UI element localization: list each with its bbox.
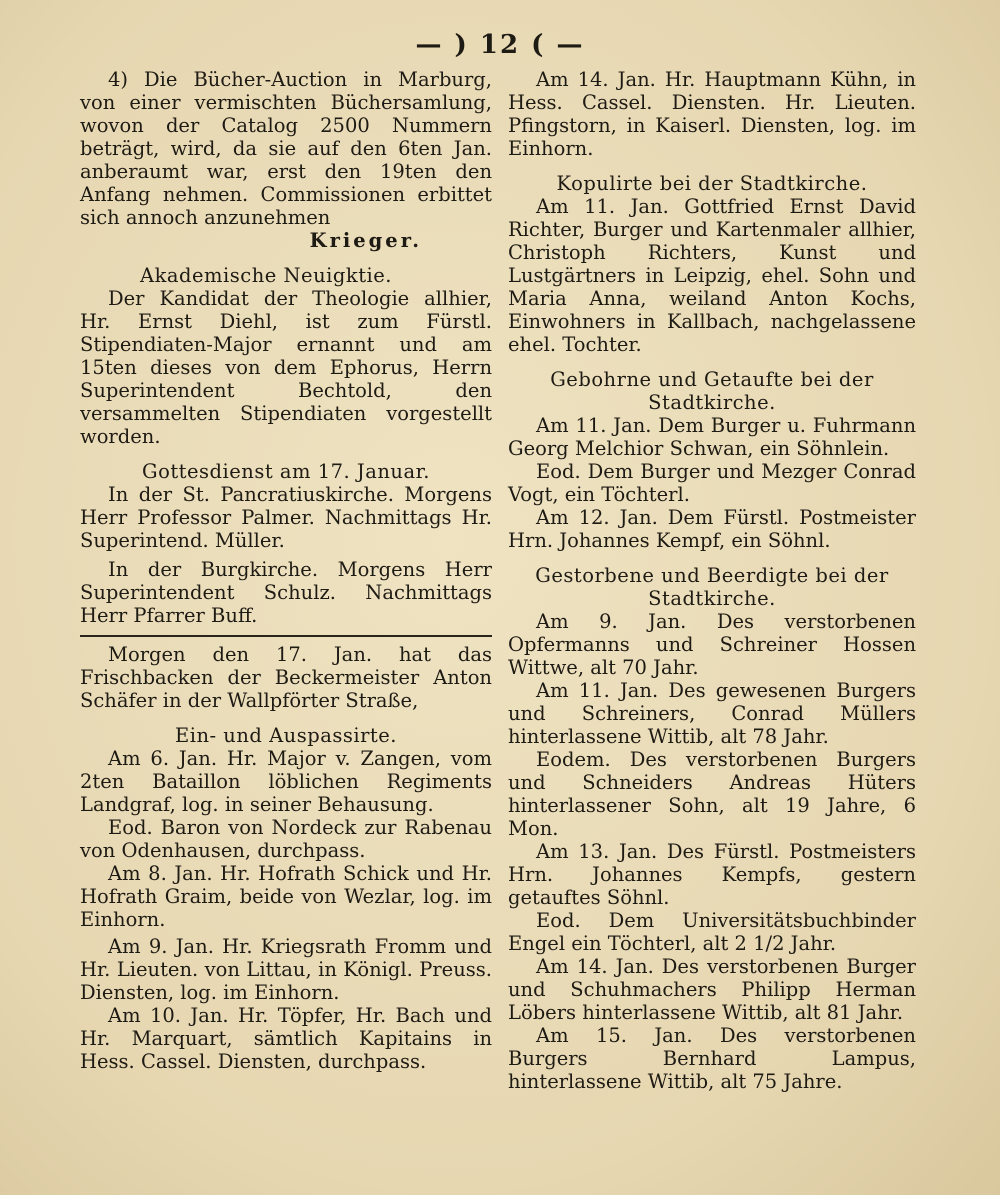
travel-entry: Am 9. Jan. Hr. Kriegsrath Fromm und Hr. Lieuten. von Littau, in Königl. Preuss. Diensten, log. im Einhorn. xyxy=(80,935,492,1004)
deceased-heading: Gestorbene und Beerdigte bei der Stadtkirche. xyxy=(535,564,889,610)
deceased-entry: Am 14. Jan. Des verstorbenen Burger und Schuhmachers Philipp Herman Löbers hinterlassene Wittib, alt 81 Jahr. xyxy=(508,955,916,1024)
deceased-entry: Am 11. Jan. Des gewesenen Burgers und Schreiners, Conrad Müllers hinterlassene Wittib, alt 78 Jahr. xyxy=(508,679,916,748)
married-entry: Am 11. Jan. Gottfried Ernst David Richter, Burger und Kartenmaler allhier, Christoph Richters, Kunst und Lustgärtners in Leipzig, ehel. Sohn und Maria Anna, weiland Anton Kochs, Einwohners in Kallbach, nachgelassene ehel. Tochter. xyxy=(508,195,916,356)
divider xyxy=(80,635,492,637)
auction-notice: 4) Die Bücher-Auction in Marburg, von einer vermischten Büchersamlung, wovon der Catalog 2500 Nummern beträgt, wird, da sie auf den 6ten Jan. anberaumt war, erst den 19ten den Anfang nehmen. Commissionen erbittet sich annoch anzunehmen xyxy=(80,68,492,229)
travel-entry: Am 8. Jan. Hr. Hofrath Schick und Hr. Hofrath Graim, beide von Wezlar, log. im Einhorn. xyxy=(80,862,492,931)
deceased-entry: Am 15. Jan. Des verstorbenen Burgers Bernhard Lampus, hinterlassene Wittib, alt 75 Jahre. xyxy=(508,1024,916,1093)
travel-entry: Am 10. Jan. Hr. Töpfer, Hr. Bach und Hr. Marquart, sämtlich Kapitains in Hess. Cassel. Diensten, durchpass. xyxy=(80,1004,492,1073)
travel-entry: Am 14. Jan. Hr. Hauptmann Kühn, in Hess. Cassel. Diensten. Hr. Lieuten. Pfingstorn, in Kaiserl. Diensten, log. im Einhorn. xyxy=(508,68,916,160)
born-heading: Gebohrne und Getaufte bei der Stadtkirche. xyxy=(550,368,874,414)
born-entry: Am 12. Jan. Dem Fürstl. Postmeister Hrn. Johannes Kempf, ein Söhnl. xyxy=(508,506,916,552)
left-column xyxy=(80,68,492,1073)
married-heading: Kopulirte bei der Stadtkirche. xyxy=(556,172,868,195)
news-text: Der Kandidat der Theologie allhier, Hr. Ernst Diehl, ist zum Fürstl. Stipendiaten-Major ernannt und am 15ten dieses von dem Ephorus, Herrn Superintendent Bechtold, den versammelten Stipendiaten vorgestellt worden. xyxy=(80,287,492,448)
deceased-entry: Eod. Dem Universitätsbuchbinder Engel ein Töchterl, alt 2 1/2 Jahr. xyxy=(508,909,916,955)
service-heading: Gottesdienst am 17. Januar. xyxy=(142,460,430,483)
travel-entry: Eod. Baron von Nordeck zur Rabenau von Odenhausen, durchpass. xyxy=(80,816,492,862)
auction-signature: Krieger. xyxy=(309,229,422,252)
baker-notice: Morgen den 17. Jan. hat das Frischbacken der Beckermeister Anton Schäfer in der Wallpförter Straße, xyxy=(80,643,492,712)
deceased-entry: Eodem. Des verstorbenen Burgers und Schneiders Andreas Hüters hinterlassener Sohn, alt 19 Jahre, 6 Mon. xyxy=(508,748,916,840)
born-entry: Am 11. Jan. Dem Burger u. Fuhrmann Georg Melchior Schwan, ein Söhnlein. xyxy=(508,414,916,460)
deceased-entry: Am 9. Jan. Des verstorbenen Opfermanns und Schreiner Hossen Wittwe, alt 70 Jahr. xyxy=(508,610,916,679)
service-entry: In der Burgkirche. Morgens Herr Superintendent Schulz. Nachmittags Herr Pfarrer Buff. xyxy=(80,558,492,627)
service-entry: In der St. Pancratiuskirche. Morgens Herr Professor Palmer. Nachmittags Hr. Superintend. Müller. xyxy=(80,483,492,552)
travel-entry: Am 6. Jan. Hr. Major v. Zangen, vom 2ten Bataillon löblichen Regiments Landgraf, log. in seiner Behausung. xyxy=(80,747,492,816)
right-column xyxy=(508,68,916,1093)
deceased-entry: Am 13. Jan. Des Fürstl. Postmeisters Hrn. Johannes Kempfs, gestern getauftes Söhnl. xyxy=(508,840,916,909)
born-entry: Eod. Dem Burger und Mezger Conrad Vogt, ein Töchterl. xyxy=(508,460,916,506)
page-number: — ) 12 ( — xyxy=(415,30,585,60)
travel-heading: Ein- und Auspassirte. xyxy=(174,724,398,747)
news-heading: Akademische Neuigktie. xyxy=(140,264,393,287)
